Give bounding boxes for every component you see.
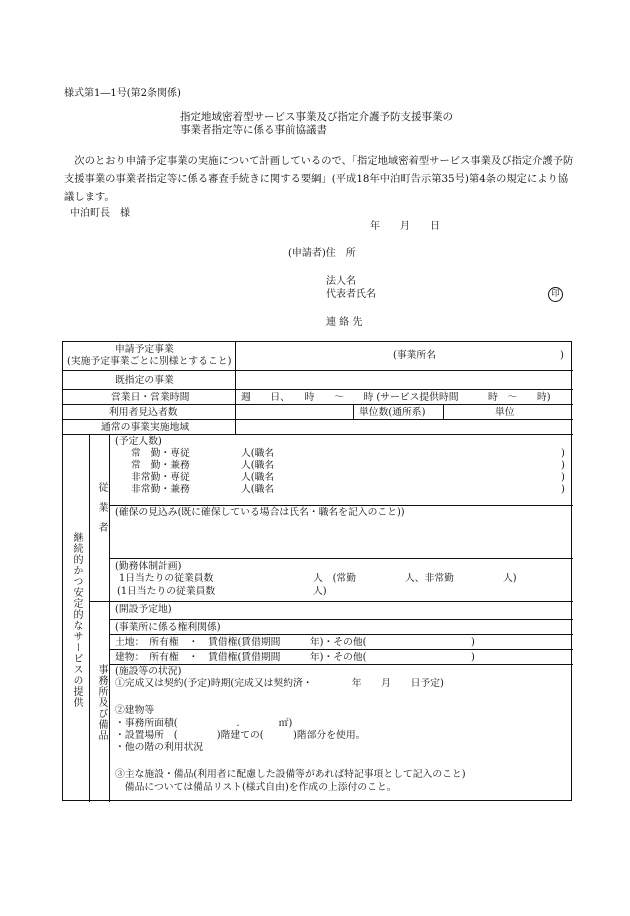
facility-2: ②建物等	[115, 705, 155, 716]
work-plan-2a: (1日当たりの従業員数	[117, 586, 216, 597]
r1-label-b: (実施予定事業ごとに別様とすること)	[67, 356, 232, 367]
work-plan-2b: 人)	[313, 586, 327, 597]
r2-label: 既指定の事業	[115, 375, 174, 386]
doc-title-line1: 指定地域密着型サービス事業及び指定介護予防支援事業の	[180, 111, 453, 123]
r3-label: 営業日・営業時間	[111, 392, 190, 403]
staff-count-1: 人(職名	[241, 448, 275, 459]
land-close: )	[471, 637, 475, 648]
staff-close-2: )	[561, 460, 565, 471]
work-plan-1a: 1日当たりの従業員数	[119, 573, 214, 584]
r1-value: (事業所名	[393, 350, 437, 361]
building-close: )	[471, 652, 475, 663]
r4-mid: 単位数(通所系)	[359, 407, 426, 418]
applicant-address: (申請者)住 所	[288, 248, 356, 259]
work-plan-head: (勤務体制計画)	[115, 561, 182, 572]
date-line: 年 月 日	[370, 221, 440, 232]
facility-3b: 備品については備品リスト(様式自由)を作成の上添付のこと。	[115, 782, 397, 793]
staff-label: 従業者	[96, 482, 107, 542]
staff-count-3: 人(職名	[241, 472, 275, 483]
office-rights: (事業所に係る権利関係)	[115, 622, 221, 633]
corp-name: 法人名	[326, 276, 356, 287]
addressee: 中泊町長 様	[70, 208, 130, 219]
r3-value: 週 日、 時 〜 時 (サービス提供時間 時 〜 時)	[241, 392, 551, 403]
staff-type-2: 常 勤・兼務	[131, 460, 190, 471]
r4-label: 利用者見込者数	[109, 407, 178, 418]
facility-2a: ・事務所面積( . ㎡)	[115, 718, 293, 729]
building-row: 建物： 所有権 ・ 賃借権(賃借期間 年)・その他(	[115, 652, 367, 663]
land-row: 土地： 所有権 ・ 賃借権(賃借期間 年)・その他(	[115, 637, 367, 648]
r5-label: 通常の事業実施地域	[101, 422, 190, 433]
staff-type-1: 常 勤・専従	[131, 448, 190, 459]
facility-head: (施設等の状況)	[115, 666, 182, 677]
form-number: 様式第1―1号(第2条関係)	[64, 88, 181, 99]
staff-count-4: 人(職名	[241, 484, 275, 495]
r4-unit: 単位	[495, 407, 515, 418]
staff-count-2: 人(職名	[241, 460, 275, 471]
facility-1: ①完成又は契約(予定)時期(完成又は契約済・ 年 月 日予定)	[115, 678, 444, 689]
seal-mark: 印	[548, 287, 563, 302]
staff-type-3: 非常勤・専従	[131, 472, 190, 483]
staff-close-3: )	[561, 472, 565, 483]
side-label-service: 継続的かつ安定的なサービスの提供	[71, 532, 82, 708]
staff-secure: (確保の見込み(既に確保している場合は氏名・職名を記入のこと))	[115, 507, 405, 518]
representative-name: 代表者氏名	[326, 289, 376, 300]
contact-label: 連 絡 先	[326, 317, 363, 328]
staff-close-1: )	[561, 448, 565, 459]
r1-label-a: 申請予定事業	[115, 344, 174, 355]
application-table	[62, 341, 572, 801]
facility-2c: ・他の階の利用状況	[115, 742, 204, 753]
facility-3: ③主な施設・備品(利用者に配慮した設備等があれば特記事項として記入のこと)	[115, 769, 466, 780]
staff-plan-head: (予定人数)	[115, 436, 162, 447]
doc-title-line2: 事業者指定等に係る事前協議書	[180, 124, 327, 136]
office-site: (開設予定地)	[115, 604, 172, 615]
r1-close: )	[560, 350, 564, 361]
work-plan-1b: 人 (常勤 人、非常勤 人)	[313, 573, 517, 584]
office-label: 事務所及び備品	[96, 664, 107, 741]
facility-2b: ・設置場所 ( )階建ての( )階部分を使用。	[115, 730, 366, 741]
staff-close-4: )	[561, 484, 565, 495]
staff-type-4: 非常勤・兼務	[131, 484, 190, 495]
intro-paragraph: 次のとおり申請予定事業の実施について計画しているので、「指定地域密着型サービス事業及び指定介護予防支援事業の事業者指定等に係る審査手続きに関する要綱」(平成18年中泊町告示第35号)第4条の規定により協議します。	[64, 155, 574, 203]
